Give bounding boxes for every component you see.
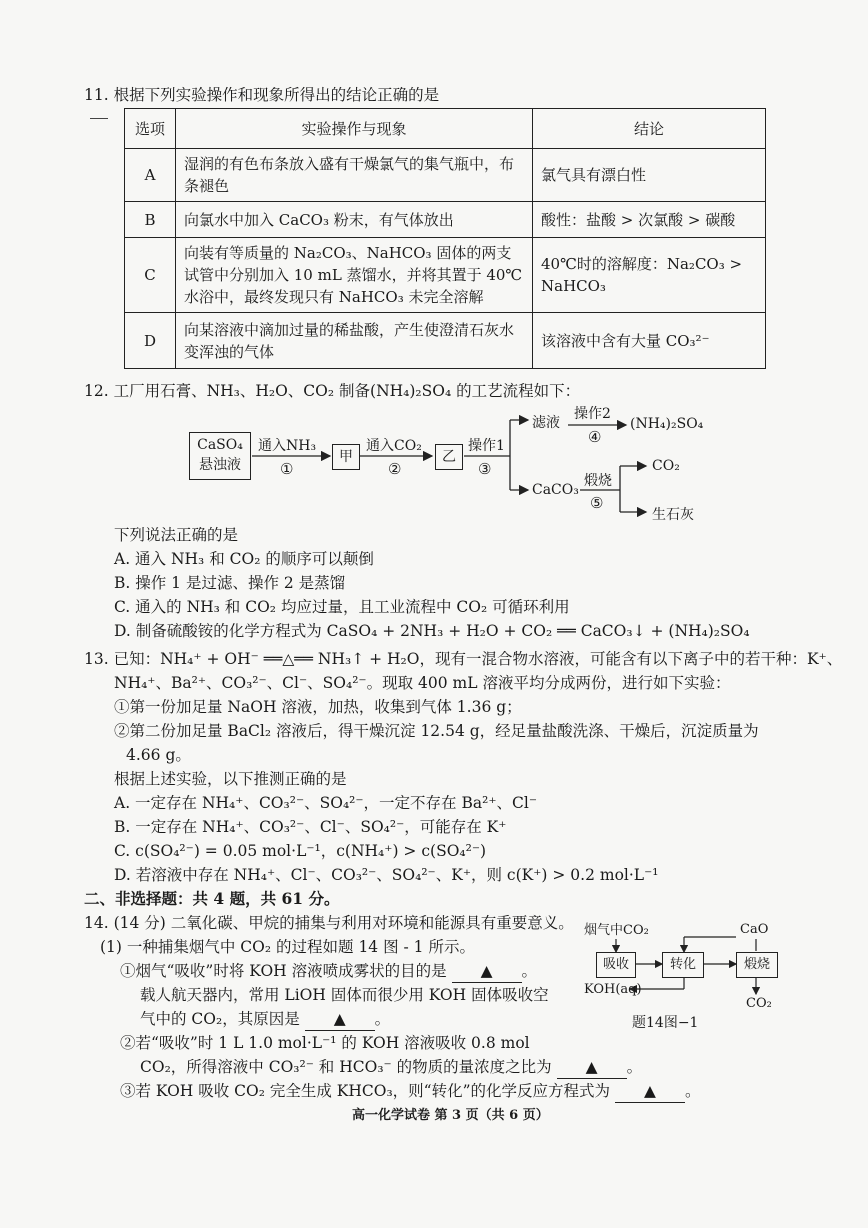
q13-exp1: ①第一份加足量 NaOH 溶液，加热，收集到气体 1.36 g； — [114, 698, 522, 716]
flow-num5: ⑤ — [590, 494, 604, 512]
flow-product: (NH₄)₂SO₄ — [630, 416, 704, 432]
table-header-operation: 实验操作与现象 — [176, 109, 533, 149]
fig-flue: 烟气中CO₂ — [584, 923, 649, 938]
flow-num4: ④ — [588, 428, 602, 446]
page-footer: 高一化学试卷 第 3 页（共 6 页） — [352, 1108, 549, 1123]
q14-p1a: ①烟气“吸收”时将 KOH 溶液喷成雾状的目的是 — [120, 962, 447, 980]
q12-option-b: B. 操作 1 是过滤、操作 2 是蒸馏 — [114, 574, 346, 592]
flow-caco3: CaCO₃ — [532, 482, 579, 498]
q13-exp2b: 4.66 g。 — [126, 746, 191, 764]
row-conclusion: 该溶液中含有大量 CO₃²⁻ — [533, 313, 766, 369]
flow-arrows — [0, 0, 868, 540]
flow-num2: ② — [388, 460, 402, 478]
q14-p2b: CO₂，所得溶液中 CO₃²⁻ 和 HCO₃⁻ 的物质的量浓度之比为 — [140, 1058, 552, 1076]
row-conclusion: 氯气具有漂白性 — [533, 149, 766, 202]
q14-p1c: 气中的 CO₂，其原因是 — [140, 1010, 300, 1028]
q13-line2: NH₄⁺、Ba²⁺、CO₃²⁻、Cl⁻、SO₄²⁻。现取 400 mL 溶液平均分成两份，进行如下实验： — [114, 674, 731, 692]
fig-cao: CaO — [740, 922, 769, 937]
q14-stem: 14. (14 分) 二氧化碳、甲烷的捕集与利用对环境和能源具有重要意义。 — [84, 914, 574, 932]
flow-num1: ① — [280, 460, 294, 478]
table-header-option: 选项 — [125, 109, 176, 149]
flow-co2: CO₂ — [652, 458, 680, 474]
row-conclusion: 酸性：盐酸 > 次氯酸 > 碳酸 — [533, 202, 766, 238]
q12-option-c: C. 通入的 NH₃ 和 CO₂ 均应过量，且工业流程中 CO₂ 可循环利用 — [114, 598, 570, 616]
fig-koh: KOH(aq) — [584, 982, 642, 997]
flow-yi-box: 乙 — [435, 444, 463, 470]
flow-step5: 煅烧 — [584, 473, 612, 489]
fig-calcine-box: 煅烧 — [736, 952, 778, 978]
q13-option-d: D. 若溶液中存在 NH₄⁺、Cl⁻、CO₃²⁻、SO₄²⁻、K⁺，则 c(K⁺) > 0.2 mol·L⁻¹ — [114, 866, 659, 884]
flow-lime: 生石灰 — [652, 507, 694, 523]
q13-option-b: B. 一定存在 NH₄⁺、CO₃²⁻、Cl⁻、SO₄²⁻，可能存在 K⁺ — [114, 818, 507, 836]
q12-option-a: A. 通入 NH₃ 和 CO₂ 的顺序可以颠倒 — [114, 550, 374, 568]
q14-p1b: 载人航天器内，常用 LiOH 固体而很少用 KOH 固体吸收空 — [140, 986, 549, 1004]
q14-p1a-line — [120, 960, 537, 983]
q13-line1: 13. 已知：NH₄⁺ + OH⁻ ══△══ NH₃↑ + H₂O，现有一混合物水溶液，可能含有以下离子中的若干种：K⁺、 — [84, 650, 843, 668]
q13-exp2a: ②第二份加足量 BaCl₂ 溶液后，得干燥沉淀 12.54 g，经足量盐酸洗涤、干燥后，沉淀质量为 — [114, 722, 759, 740]
q12-stem: 12. 工厂用石膏、NH₃、H₂O、CO₂ 制备(NH₄)₂SO₄ 的工艺流程如下： — [84, 382, 581, 400]
q13-option-a: A. 一定存在 NH₄⁺、CO₃²⁻、SO₄²⁻，一定不存在 Ba²⁺、Cl⁻ — [114, 794, 538, 812]
flow-num3: ③ — [478, 460, 492, 478]
table-header-conclusion: 结论 — [533, 109, 766, 149]
flow-step1: 通入NH₃ — [258, 438, 317, 454]
row-option: C — [125, 238, 176, 313]
period: 。 — [521, 962, 538, 980]
q14-p1c-line — [140, 1008, 390, 1031]
answer-blank-4[interactable]: ▲ — [615, 1080, 685, 1103]
fig-co2: CO₂ — [746, 996, 772, 1011]
q13-prompt: 根据上述实验，以下推测正确的是 — [114, 770, 347, 788]
row-operation: 向装有等质量的 Na₂CO₃、NaHCO₃ 固体的两支试管中分别加入 10 mL 蒸馏水，并将其置于 40℃ 水浴中，最终发现只有 NaHCO₃ 未完全溶解 — [176, 238, 533, 313]
answer-blank-2[interactable]: ▲ — [305, 1008, 375, 1031]
period: 。 — [684, 1082, 701, 1100]
answer-blank-3[interactable]: ▲ — [557, 1056, 627, 1079]
row-conclusion: 40℃时的溶解度：Na₂CO₃ > NaHCO₃ — [533, 238, 766, 313]
section-heading: 二、非选择题：共 4 题，共 61 分。 — [84, 889, 340, 908]
q12-option-d: D. 制备硫酸铵的化学方程式为 CaSO₄ + 2NH₃ + H₂O + CO₂ ══ CaCO₃↓ + (NH₄)₂SO₄ — [114, 622, 750, 640]
flow-start-line2: 悬浊液 — [199, 457, 241, 473]
row-option: A — [125, 149, 176, 202]
flow-start-line1: CaSO₄ — [197, 437, 243, 453]
flow-start-box — [189, 432, 251, 480]
row-operation: 向某溶液中滴加过量的稀盐酸，产生使澄清石灰水变浑浊的气体 — [176, 313, 533, 369]
q14-p3-line — [120, 1080, 700, 1103]
q11-stem: 11. 根据下列实验操作和现象所得出的结论正确的是 — [84, 86, 440, 104]
q14-sub1: (1) 一种捕集烟气中 CO₂ 的过程如题 14 图 - 1 所示。 — [100, 938, 475, 956]
flow-jia-box: 甲 — [332, 444, 360, 470]
fig-caption: 题14图−1 — [632, 1015, 699, 1031]
row-option: D — [125, 313, 176, 369]
row-operation: 湿润的有色布条放入盛有干燥氯气的集气瓶中，布条褪色 — [176, 149, 533, 202]
q12-prompt: 下列说法正确的是 — [114, 526, 239, 544]
q13-option-c: C. c(SO₄²⁻) = 0.05 mol·L⁻¹，c(NH₄⁺) > c(SO₄²⁻) — [114, 842, 487, 860]
flow-step4: 操作2 — [574, 406, 611, 422]
answer-blank-1[interactable]: ▲ — [452, 960, 522, 983]
flow-step2: 通入CO₂ — [366, 438, 422, 454]
row-option: B — [125, 202, 176, 238]
q14-p3: ③若 KOH 吸收 CO₂ 完全生成 KHCO₃，则“转化”的化学反应方程式为 — [120, 1082, 611, 1100]
q14-p2a: ②若“吸收”时 1 L 1.0 mol·L⁻¹ 的 KOH 溶液吸收 0.8 mol — [120, 1034, 530, 1052]
q14-p2b-line — [140, 1056, 642, 1079]
flow-filtrate: 滤液 — [532, 415, 560, 431]
fig-convert-box: 转化 — [662, 952, 704, 978]
fig-absorb-box: 吸收 — [596, 952, 636, 978]
row-operation: 向氯水中加入 CaCO₃ 粉末，有气体放出 — [176, 202, 533, 238]
period: 。 — [626, 1058, 643, 1076]
period: 。 — [374, 1010, 391, 1028]
flow-step3: 操作1 — [468, 438, 505, 454]
